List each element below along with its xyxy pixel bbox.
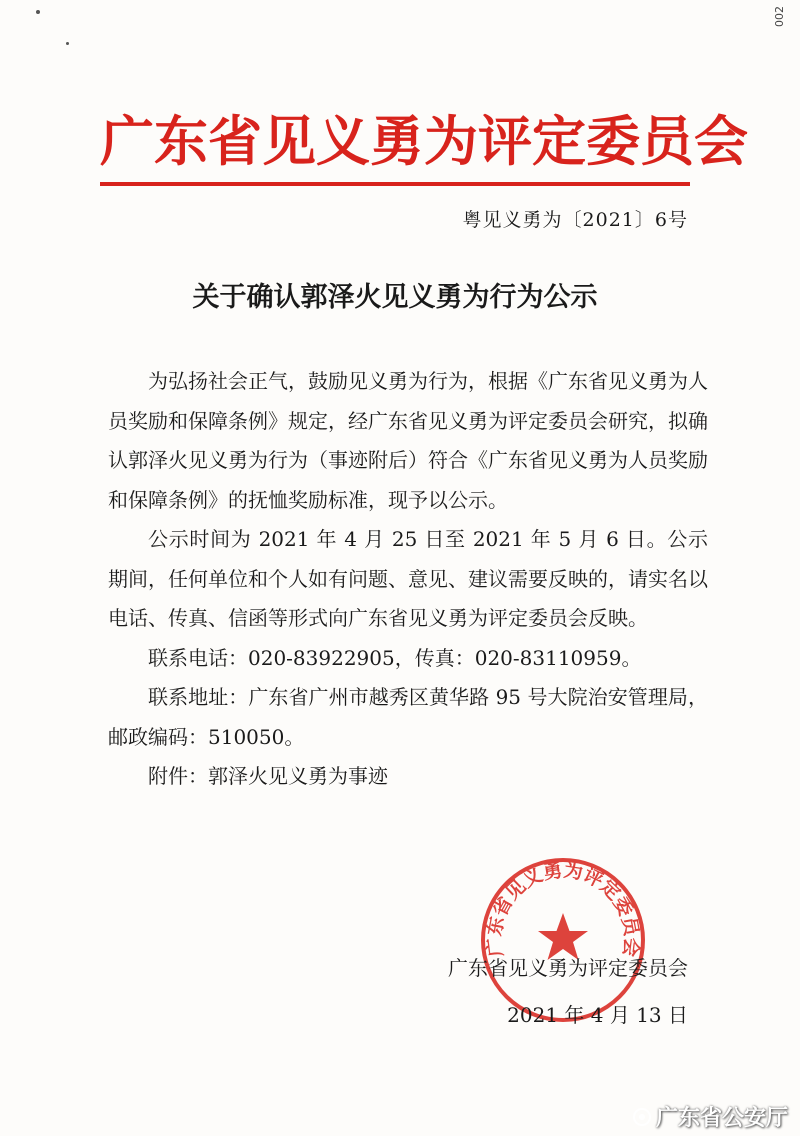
scan-speck bbox=[36, 10, 40, 14]
page-number: 002 bbox=[773, 6, 786, 27]
header-title: 广东省见义勇为评定委员会 bbox=[100, 109, 748, 173]
signature-date: 2021 年 4 月 13 日 bbox=[507, 1003, 688, 1027]
document-title: 关于确认郭泽火见义勇为行为公示 bbox=[192, 282, 598, 313]
document-number: 粤见义勇为〔2021〕6号 bbox=[462, 209, 688, 231]
signature-org: 广东省见义勇为评定委员会 bbox=[448, 956, 688, 980]
signature-block bbox=[448, 945, 688, 1039]
header-rule bbox=[100, 182, 690, 186]
paragraph-period: 公示时间为 2021 年 4 月 25 日至 2021 年 5 月 6 日。公示期间，任何单位和个人如有问题、意见、建议需要反映的，请实名以电话、传真、信函等形式向广东省见义勇为评定委员会反映。 bbox=[108, 527, 708, 630]
paragraph-address: 联系地址：广东省广州市越秀区黄华路 95 号大院治安管理局，邮政编码：510050。 bbox=[108, 685, 708, 749]
paragraph-purpose: 为弘扬社会正气，鼓励见义勇为行为，根据《广东省见义勇为人员奖励和保障条例》规定，经广东省见义勇为评定委员会研究，拟确认郭泽火见义勇为行为（事迹附后）符合《广东省见义勇为人员奖励和保障条例》的抚恤奖励标准，现予以公示。 bbox=[108, 369, 708, 512]
paragraph-phone: 联系电话：020-83922905，传真：020-83110959。 bbox=[148, 645, 642, 670]
document-body bbox=[108, 362, 708, 797]
police-badge-icon bbox=[632, 1107, 652, 1127]
paragraph-attachment: 附件：郭泽火见义勇为事迹 bbox=[148, 764, 388, 788]
watermark-text: 广东省公安厅 bbox=[655, 1106, 788, 1131]
seal-text: 广东省见义勇为评定委员会 bbox=[483, 859, 643, 958]
source-watermark bbox=[632, 1101, 788, 1132]
scan-speck bbox=[66, 42, 69, 45]
